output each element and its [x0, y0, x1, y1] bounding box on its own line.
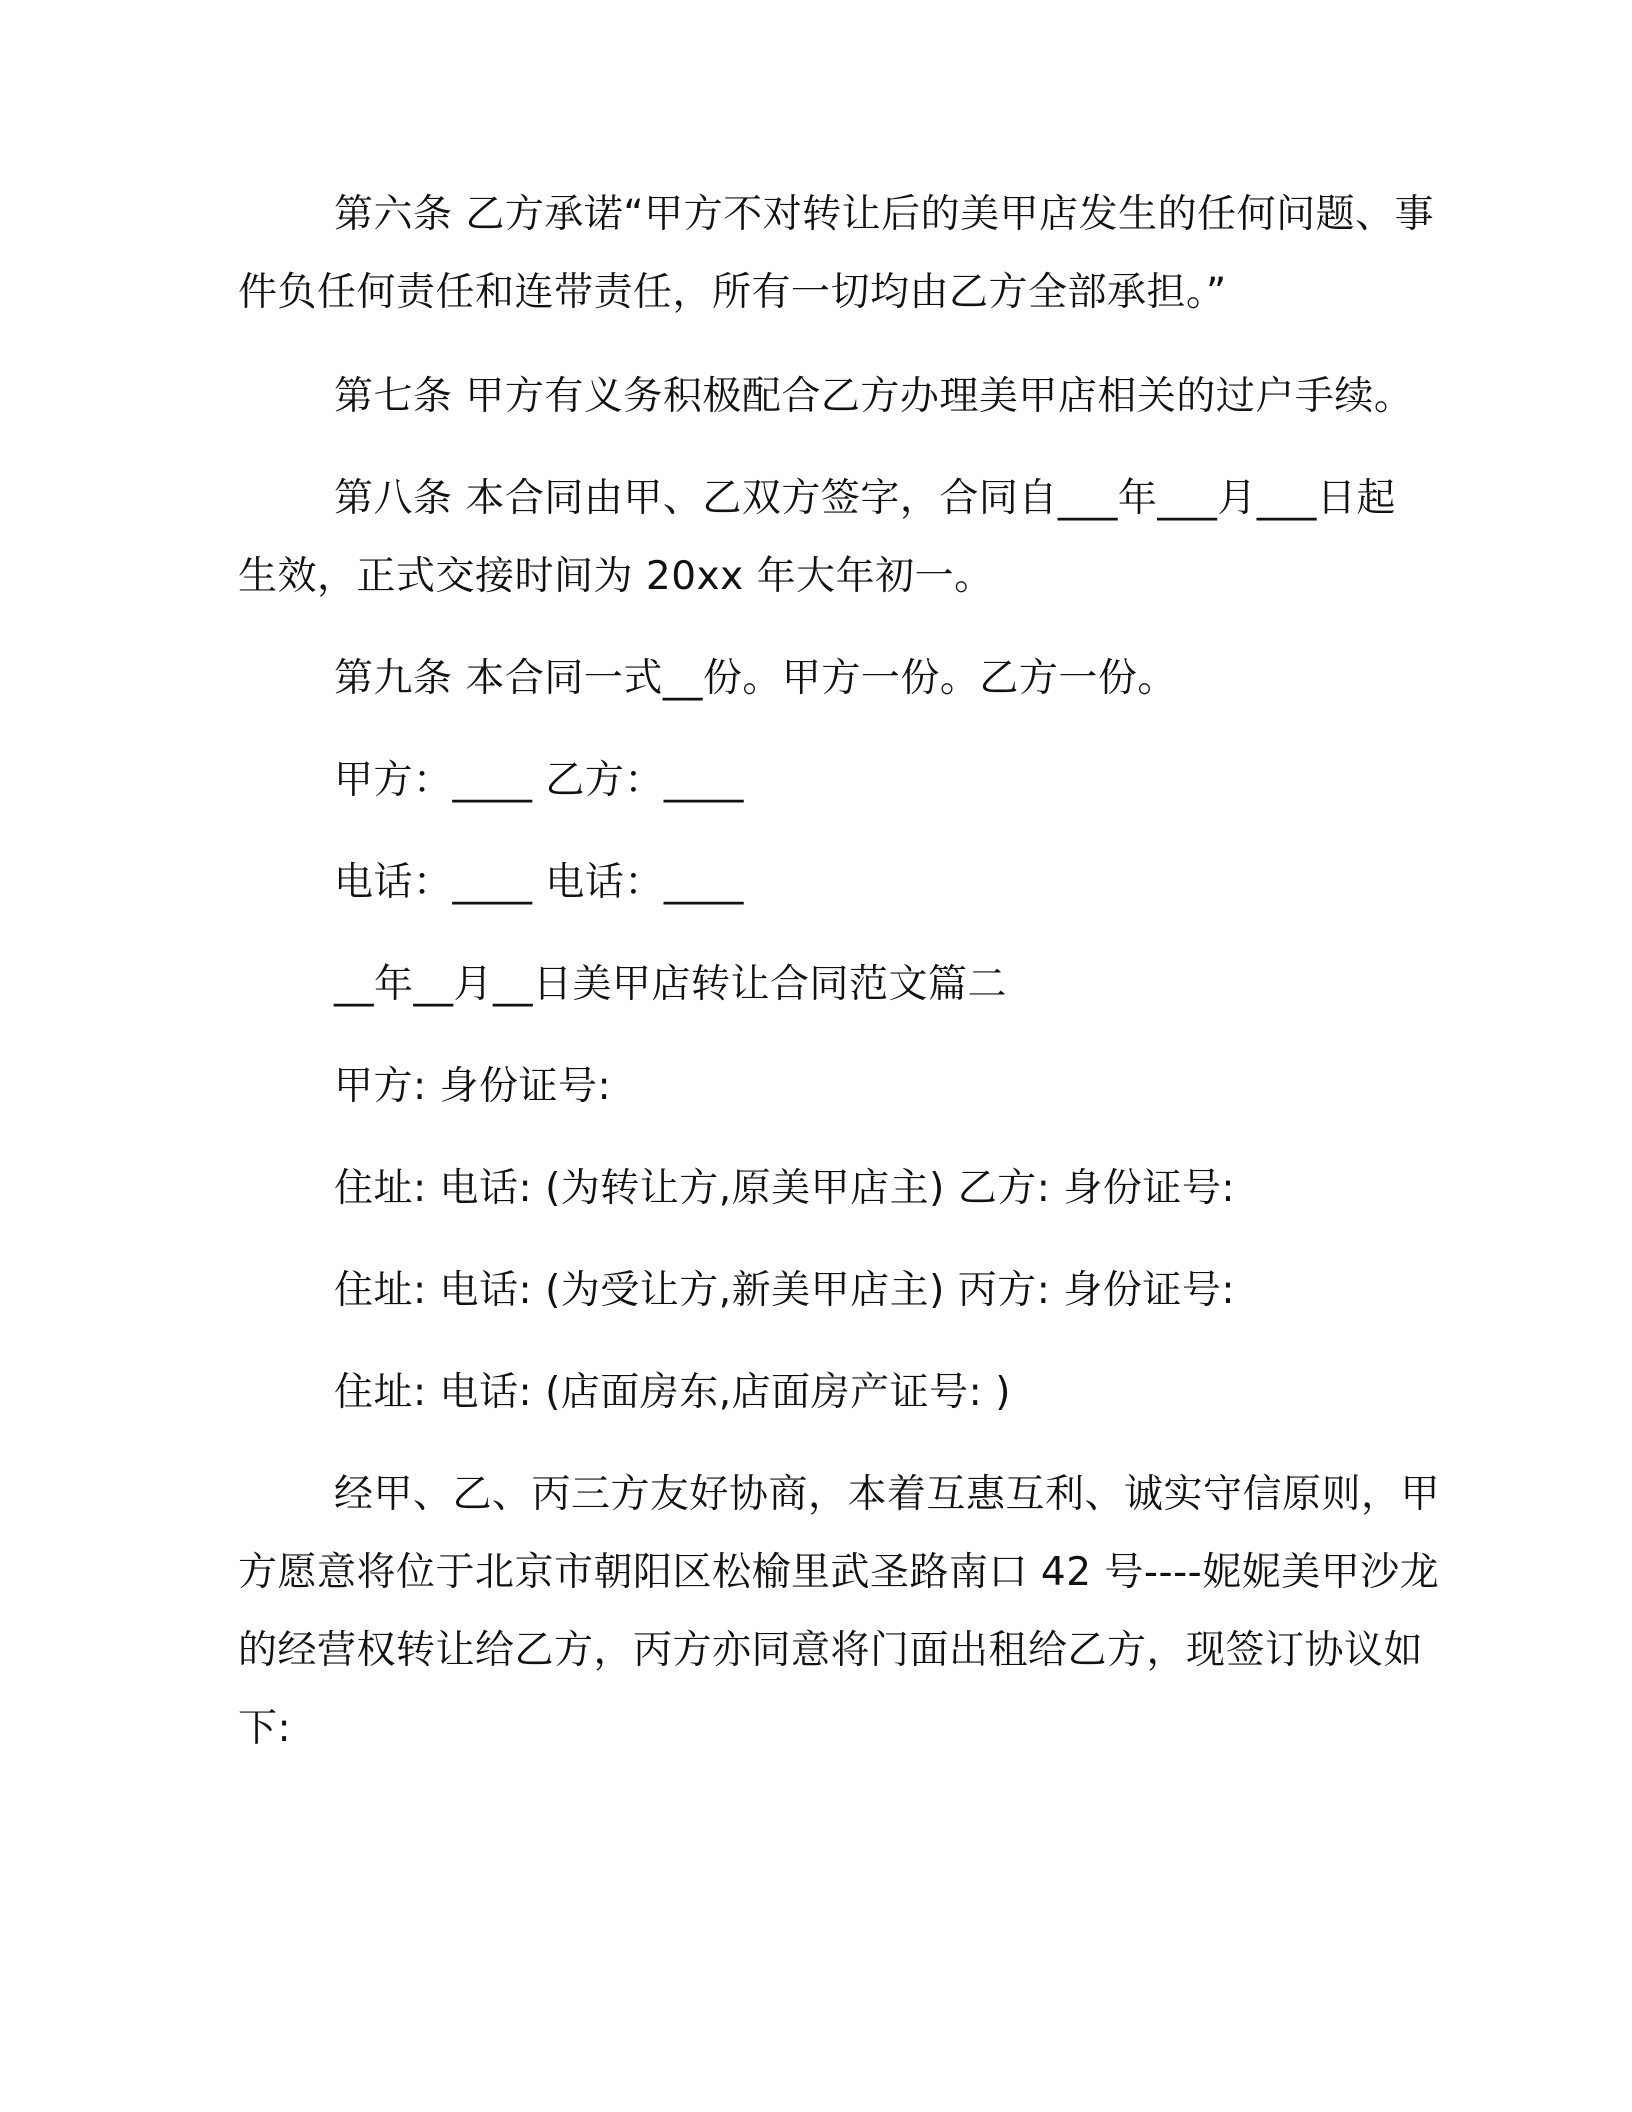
section-title-2: __年__月__日美甲店转让合同范文篇二: [334, 962, 1008, 1007]
party-c-address-line: 住址: 电话: (店面房东,店面房产证号: ): [334, 1370, 1011, 1415]
article-8-line-2: 生效，正式交接时间为 20xx 年大年初一。: [238, 554, 994, 599]
article-6-line-1: 第六条 乙方承诺“甲方不对转让后的美甲店发生的任何问题、事: [334, 192, 1435, 237]
article-9-line-1: 第九条 本合同一式__份。甲方一份。乙方一份。: [334, 656, 1177, 701]
signature-parties-line: 甲方：____ 乙方：____: [334, 758, 744, 803]
party-a-id-line: 甲方: 身份证号:: [334, 1064, 612, 1109]
preamble-line-4: 下:: [238, 1706, 292, 1751]
signature-phones-line: 电话：____ 电话：____: [334, 860, 744, 905]
preamble-line-2: 方愿意将位于北京市朝阳区松榆里武圣路南口 42 号----妮妮美甲沙龙: [238, 1550, 1440, 1595]
article-6-line-2: 件负任何责任和连带责任，所有一切均由乙方全部承担。”: [238, 270, 1227, 315]
preamble-line-3: 的经营权转让给乙方，丙方亦同意将门面出租给乙方，现签订协议如: [238, 1628, 1424, 1673]
article-7-line-1: 第七条 甲方有义务积极配合乙方办理美甲店相关的过户手续。: [334, 374, 1414, 419]
party-b-address-party-c-id-line: 住址: 电话: (为受让方,新美甲店主) 丙方: 身份证号:: [334, 1268, 1235, 1313]
party-a-address-party-b-id-line: 住址: 电话: (为转让方,原美甲店主) 乙方: 身份证号:: [334, 1166, 1235, 1211]
preamble-line-1: 经甲、乙、丙三方友好协商，本着互惠互利、诚实守信原则，甲: [334, 1472, 1441, 1517]
article-8-line-1: 第八条 本合同由甲、乙双方签字，合同自___年___月___日起: [334, 476, 1396, 521]
